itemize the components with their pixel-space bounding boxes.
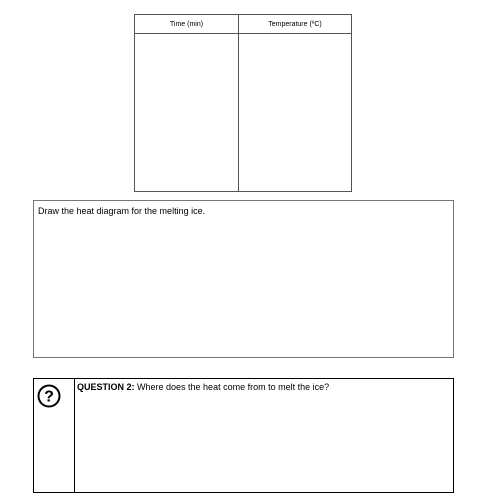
table-header-temperature: Temperature (ºC)	[268, 20, 322, 28]
table-cell-temperature	[239, 34, 351, 191]
table-body-row	[135, 34, 351, 191]
question-text: Where does the heat come from to melt the ice?	[134, 382, 330, 392]
heat-diagram-prompt: Draw the heat diagram for the melting ice.	[38, 206, 206, 216]
question-text-cell	[75, 379, 453, 492]
table-header-time: Time (min)	[135, 15, 239, 33]
question-label: QUESTION 2:	[77, 382, 135, 392]
table-cell-time	[135, 34, 239, 191]
data-table	[134, 14, 352, 192]
question-icon-cell	[34, 379, 75, 492]
heat-diagram-box	[33, 200, 454, 358]
table-header-row	[135, 15, 351, 34]
svg-text:?: ?	[44, 388, 54, 406]
question-2-box	[33, 378, 454, 493]
question-mark-circle-icon	[37, 384, 61, 408]
